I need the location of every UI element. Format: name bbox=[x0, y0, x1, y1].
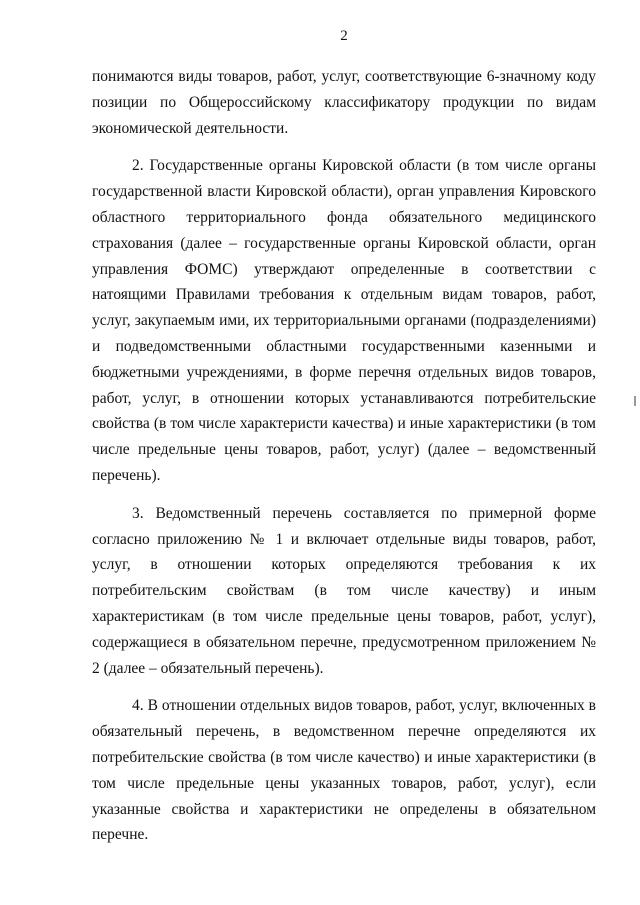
paragraph-3: 3. Ведомственный перечень составляется по примерной форме согласно приложению № 1 и включает отдельные виды товаров, работ, услуг, в отношении которых определяются требования к их потребительским свойствам (в том числе качеству) и иным характеристикам (в том числе предельные цены товаров, работ, услуг), содержащиеся в обязательном перечне, предусмотренном приложением № 2 (далее – обязательный перечень). bbox=[92, 504, 596, 677]
paragraph-continuation: понимаются виды товаров, работ, услуг, соответствующие 6-значному коду позиции по Общероссийскому классификатору продукции по видам экономической деятельности. bbox=[92, 68, 596, 137]
paragraph-4: 4. В отношении отдельных видов товаров, работ, услуг, включенных в обязательный перечень, в ведомственном перечне определяются их потребительские свойства (в том числе качество) и иные характеристики (в том числе предельные цены указанных товаров, работ, услуг), если указанные свойства и характеристики не определены в обязательном перечне. bbox=[92, 697, 596, 844]
paragraph-2: 2. Государственные органы Кировской области (в том числе органы государственной власти Кировской области), орган управления Кировского областного территориального фонда обязательного медицинского страхования (далее – государственные органы Кировской области, орган управления ФОМС) утверждают определенные в соответствии с натоящими Правилами требования к отдельным видам товаров, работ, услуг, закупаемым ими, их территориальными органами (подразделениями) и подведомственными областными государственными казенными и бюджетными учреждениями, в форме перечня отдельных видов товаров, работ, услуг, в отношении которых устанавливаются потребительские свойства (в том числе характеристи качества) и иные характеристики (в том числе предельные цены товаров, работ, услуг) (далее – ведомственный перечень). bbox=[92, 157, 596, 484]
page-number: 2 bbox=[340, 28, 348, 44]
scan-artifact-mark bbox=[634, 396, 636, 406]
